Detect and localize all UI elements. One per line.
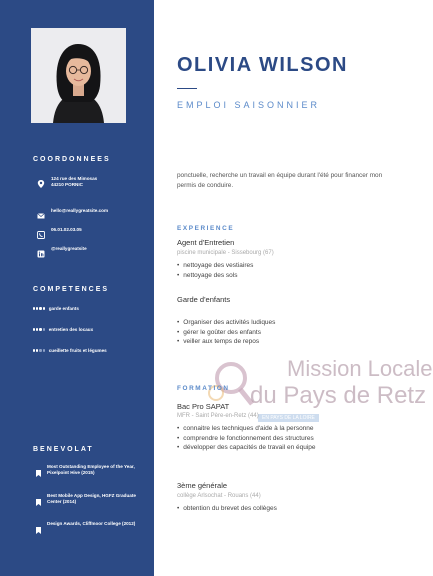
address-line-2: 44210 PORNIC: [51, 182, 83, 187]
list-item: • nettoyage des vestiaires: [177, 261, 253, 271]
list-item: • connaitre les techniques d'aide à la personne: [177, 424, 316, 434]
skill-item: [33, 327, 93, 332]
social-row[interactable]: [36, 246, 87, 256]
education-degree: 3ème générale: [177, 481, 228, 490]
experience-task-list: [177, 318, 275, 347]
email-row[interactable]: [36, 208, 108, 218]
address-row: [36, 176, 97, 188]
volunteer-item: [36, 493, 137, 505]
volunteer-item: [36, 464, 137, 476]
location-pin-icon: [36, 176, 46, 186]
linkedin-icon: [36, 246, 46, 256]
sidebar: [0, 0, 154, 576]
skill-label: cueillette fruits et légumes: [48, 348, 107, 353]
profile-photo: [31, 28, 126, 123]
list-item: • veiller aux temps de repos: [177, 337, 275, 347]
phone-row[interactable]: [36, 227, 82, 237]
volunteer-text: Best Mobile App Design, HGFZ Graduate Center (2014): [47, 493, 136, 504]
skill-label: entretien des locaux: [48, 327, 94, 332]
education-section-title: FORMATION: [177, 385, 230, 392]
list-item: • Organiser des activités ludiques: [177, 318, 275, 328]
volunteer-text: Most Outstanding Employee of the Year, Pixelpoint Hive (2015): [47, 464, 135, 475]
name-divider: [177, 88, 197, 89]
address-line-1: 124 rue des Mimosas: [51, 176, 98, 181]
volunteer-text: Design Awards, Cliffmoor College (2012): [47, 521, 136, 526]
skill-item: [33, 306, 79, 311]
bookmark-icon: [36, 521, 41, 539]
education-item-list: [177, 504, 277, 514]
list-item: • obtention du brevet des collèges: [177, 504, 277, 514]
job-title: EMPLOI SAISONNIER: [177, 100, 321, 110]
education-degree: Bac Pro SAPAT: [177, 402, 230, 411]
skills-section-title: COMPETENCES: [33, 286, 110, 293]
education-item-list: [177, 424, 316, 453]
phone-icon: [36, 227, 46, 237]
watermark-line-1: Mission Locale: [287, 356, 433, 381]
experience-section-title: EXPERIENCE: [177, 225, 235, 232]
contact-section-title: COORDONNEES: [33, 156, 111, 163]
watermark-line-2: du Pays de Retz: [250, 382, 427, 409]
experience-task-list: [177, 261, 253, 280]
email-text[interactable]: hello@reallygreatsite.com: [51, 208, 109, 213]
experience-place: piscine municipale - Sissebourg (67): [177, 250, 274, 256]
candidate-name: OLIVIA WILSON: [177, 54, 348, 76]
skill-level-dots: [33, 328, 45, 330]
bookmark-icon: [36, 493, 41, 511]
experience-role: Garde d'enfants: [177, 295, 231, 304]
skill-level-dots: [33, 349, 45, 351]
skill-item: [33, 348, 107, 353]
education-school: MFR - Saint Père-en-Retz (44): [177, 413, 259, 419]
person-photo-icon: [31, 28, 126, 123]
skill-level-dots: [33, 307, 45, 309]
envelope-icon: [36, 208, 46, 218]
volunteer-item: [36, 521, 137, 527]
list-item: • développer des capacités de travail en équipe: [177, 443, 316, 453]
list-item: • gérer le goûter des enfants: [177, 328, 275, 338]
list-item: • comprendre le fonctionnement des structures: [177, 434, 316, 444]
watermark-badge: EN PAYS DE LA LOIRE: [258, 414, 319, 422]
list-item: • nettoyage des sols: [177, 271, 253, 281]
social-handle-text[interactable]: @reallygreatsite: [51, 246, 87, 251]
experience-role: Agent d'Entretien: [177, 238, 235, 247]
phone-text[interactable]: 06.01.02.03.05: [51, 227, 82, 232]
volunteer-section-title: BENEVOLAT: [33, 446, 94, 453]
education-school: collège Arlsochat - Rouans (44): [177, 493, 261, 499]
skill-label: garde enfants: [48, 306, 79, 311]
bookmark-icon: [36, 464, 41, 482]
intro-paragraph: ponctuelle, recherche un travail en équipe durant l'été pour financer mon permis de conduire.: [177, 172, 383, 189]
